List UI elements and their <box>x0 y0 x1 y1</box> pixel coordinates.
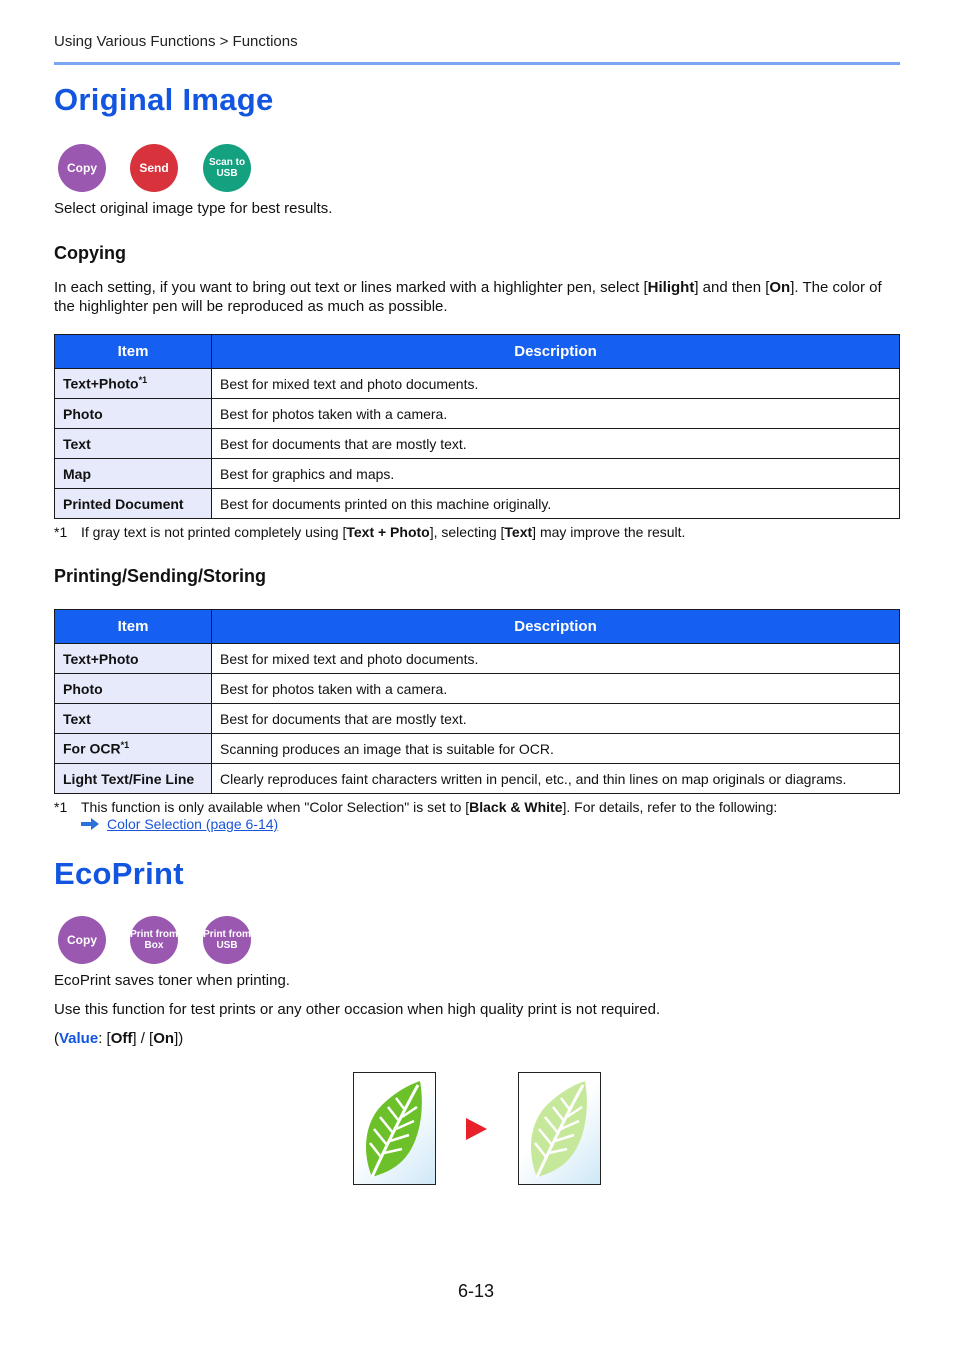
color-selection-link[interactable]: Color Selection (page 6-14) <box>107 816 279 832</box>
reference-link-row <box>81 816 278 832</box>
section-title-original-image: Original Image <box>54 82 274 117</box>
item-cell: Text <box>55 429 212 459</box>
arrow-right-icon <box>81 818 101 830</box>
column-header-item: Item <box>55 610 212 644</box>
description-cell: Best for photos taken with a camera. <box>212 399 900 429</box>
table-row <box>55 644 900 674</box>
header-rule <box>54 62 900 65</box>
item-cell: Text <box>55 704 212 734</box>
table-header-row <box>55 610 900 644</box>
table-row <box>55 489 900 519</box>
item-cell: Text+Photo$^{*1}$ <box>55 369 212 399</box>
scan-to-usb-function-icon: Scan to USB <box>203 144 251 192</box>
item-cell: Text+Photo <box>55 644 212 674</box>
copying-footnote: *1 If gray text is not printed completely using [Text + Photo], selecting [Text] may improve the result. <box>54 524 686 540</box>
item-cell: Printed Document <box>55 489 212 519</box>
description-cell: Best for graphics and maps. <box>212 459 900 489</box>
leaf-light-icon <box>519 1073 600 1184</box>
printing-footnote: *1 This function is only available when "Color Selection" is set to [Black & White]. For details, refer to the following: <box>54 799 778 815</box>
table-row <box>55 674 900 704</box>
column-header-description: Description <box>212 610 900 644</box>
page-number: 6-13 <box>458 1281 495 1301</box>
leaf-dark-icon <box>354 1073 435 1184</box>
original-print-illustration <box>353 1072 436 1185</box>
ecoprint-value: (Value: [Off] / [On]) <box>54 1030 184 1047</box>
section-title-ecoprint: EcoPrint <box>54 856 184 891</box>
column-header-description: Description <box>212 335 900 369</box>
item-cell: Light Text/Fine Line <box>55 764 212 794</box>
print-from-box-function-icon: Print from Box <box>130 916 178 964</box>
copying-description: In each setting, if you want to bring out text or lines marked with a highlighter pen, select [Hilight] and then [On]. The color of the highlighter pen will be reproduced as much as possible. <box>54 279 882 315</box>
description-cell: Clearly reproduces faint characters written in pencil, etc., and thin lines on map originals or diagrams. <box>212 764 900 794</box>
table-row <box>55 764 900 794</box>
table-row <box>55 734 900 764</box>
breadcrumb: Using Various Functions > Functions <box>54 33 298 50</box>
item-cell: Map <box>55 459 212 489</box>
printing-heading: Printing/Sending/Storing <box>54 566 266 586</box>
description-cell: Best for mixed text and photo documents. <box>212 369 900 399</box>
copy-function-icon: Copy <box>58 916 106 964</box>
arrow-right-icon <box>466 1118 488 1140</box>
item-cell: For OCR$^{*1}$ <box>55 734 212 764</box>
item-cell: Photo <box>55 399 212 429</box>
description-cell: Best for documents that are mostly text. <box>212 429 900 459</box>
ecoprint-line-1: EcoPrint saves toner when printing. <box>54 972 290 989</box>
copying-heading: Copying <box>54 243 126 263</box>
ecoprint-line-2: Use this function for test prints or any other occasion when high quality print is not required. <box>54 1001 661 1018</box>
copy-function-icon: Copy <box>58 144 106 192</box>
original-image-intro: Select original image type for best results. <box>54 200 333 217</box>
printing-table <box>54 609 900 794</box>
description-cell: Scanning produces an image that is suitable for OCR. <box>212 734 900 764</box>
column-header-item: Item <box>55 335 212 369</box>
description-cell: Best for mixed text and photo documents. <box>212 644 900 674</box>
description-cell: Best for photos taken with a camera. <box>212 674 900 704</box>
ecoprint-illustration <box>518 1072 601 1185</box>
table-row <box>55 399 900 429</box>
item-cell: Photo <box>55 674 212 704</box>
print-from-usb-function-icon: Print from USB <box>203 916 251 964</box>
copying-table <box>54 334 900 519</box>
table-row <box>55 429 900 459</box>
send-function-icon: Send <box>130 144 178 192</box>
table-row <box>55 459 900 489</box>
description-cell: Best for documents that are mostly text. <box>212 704 900 734</box>
description-cell: Best for documents printed on this machine originally. <box>212 489 900 519</box>
table-row <box>55 704 900 734</box>
table-row <box>55 369 900 399</box>
table-header-row <box>55 335 900 369</box>
